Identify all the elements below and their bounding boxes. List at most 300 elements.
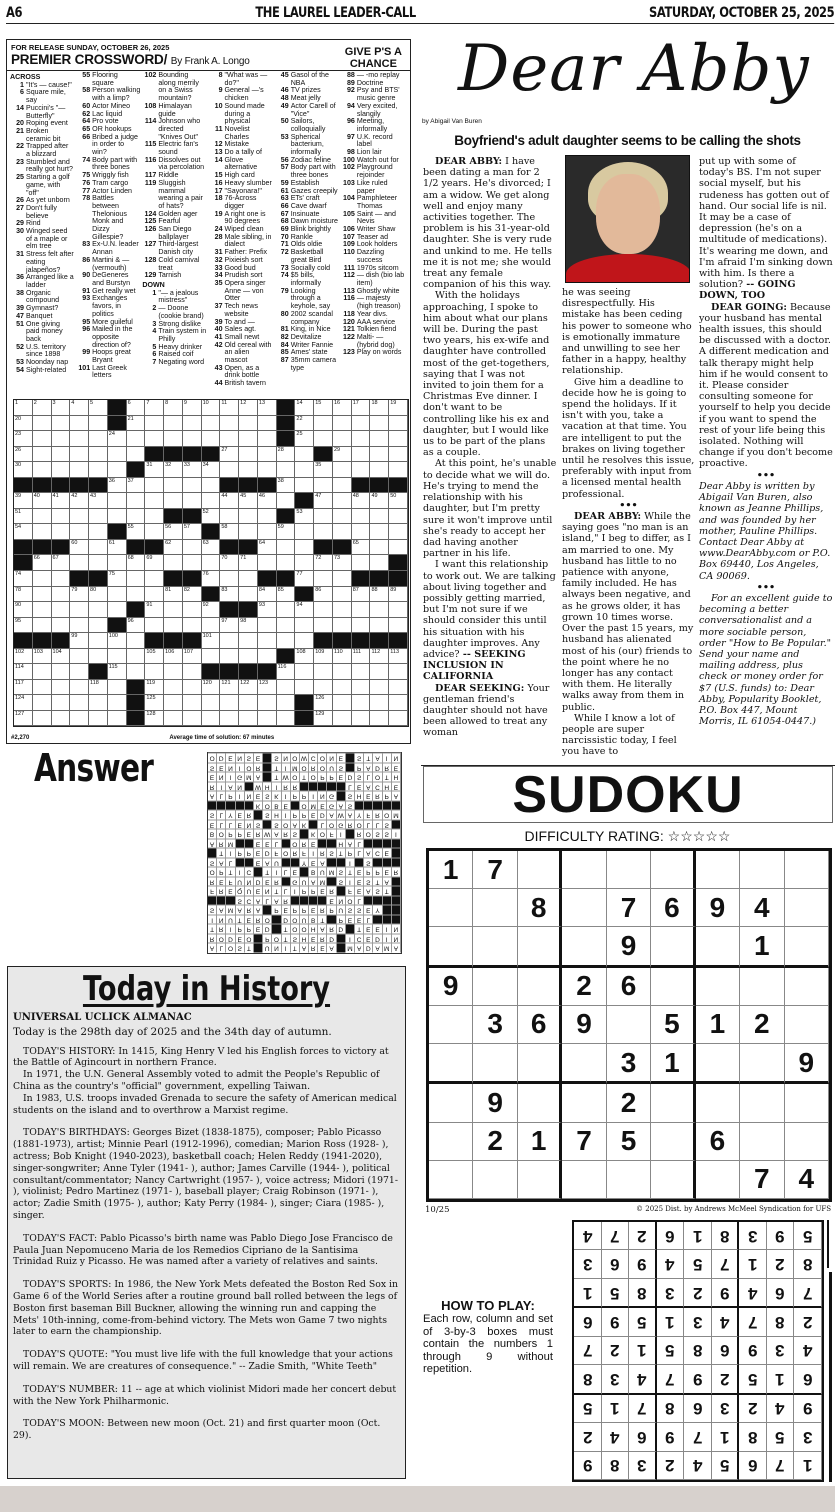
grid-cell[interactable]: [164, 431, 183, 447]
grid-cell[interactable]: [370, 587, 389, 603]
grid-cell[interactable]: [145, 602, 164, 618]
sudoku-cell[interactable]: [651, 968, 695, 1006]
grid-cell[interactable]: [295, 540, 314, 556]
grid-cell[interactable]: [14, 416, 33, 432]
sudoku-cell[interactable]: [562, 927, 606, 967]
grid-cell[interactable]: [258, 524, 277, 540]
grid-cell[interactable]: [202, 571, 221, 587]
grid-cell[interactable]: [333, 555, 352, 571]
grid-cell[interactable]: [239, 493, 258, 509]
grid-cell[interactable]: [370, 555, 389, 571]
grid-cell[interactable]: [352, 649, 371, 665]
grid-cell[interactable]: [89, 680, 108, 696]
grid-cell[interactable]: [352, 680, 371, 696]
grid-cell[interactable]: [70, 664, 89, 680]
grid-cell[interactable]: [70, 680, 89, 696]
grid-cell[interactable]: [33, 695, 52, 711]
grid-cell[interactable]: [52, 602, 71, 618]
sudoku-cell[interactable]: [562, 1161, 606, 1199]
grid-cell[interactable]: [258, 462, 277, 478]
grid-cell[interactable]: [33, 509, 52, 525]
grid-cell[interactable]: [70, 509, 89, 525]
grid-cell[interactable]: [220, 431, 239, 447]
grid-cell[interactable]: [52, 587, 71, 603]
grid-cell[interactable]: [333, 493, 352, 509]
grid-cell[interactable]: [277, 711, 296, 727]
grid-cell[interactable]: [89, 587, 108, 603]
sudoku-cell[interactable]: [607, 851, 651, 889]
grid-cell[interactable]: [164, 555, 183, 571]
grid-cell[interactable]: [220, 509, 239, 525]
grid-cell[interactable]: [295, 524, 314, 540]
grid-cell[interactable]: [108, 695, 127, 711]
grid-cell[interactable]: [239, 524, 258, 540]
grid-cell[interactable]: [370, 431, 389, 447]
grid-cell[interactable]: [295, 478, 314, 494]
grid-cell[interactable]: [108, 555, 127, 571]
grid-cell[interactable]: [164, 602, 183, 618]
grid-cell[interactable]: [277, 478, 296, 494]
grid-cell[interactable]: [277, 587, 296, 603]
sudoku-cell[interactable]: [785, 968, 829, 1006]
grid-cell[interactable]: [258, 695, 277, 711]
grid-cell[interactable]: [333, 509, 352, 525]
grid-cell[interactable]: [164, 416, 183, 432]
grid-cell[interactable]: [220, 633, 239, 649]
grid-cell[interactable]: [220, 587, 239, 603]
sudoku-cell[interactable]: [651, 1161, 695, 1199]
sudoku-cell[interactable]: [473, 1044, 517, 1084]
grid-cell[interactable]: [389, 509, 408, 525]
grid-cell[interactable]: [33, 680, 52, 696]
grid-cell[interactable]: [127, 400, 146, 416]
grid-cell[interactable]: [70, 618, 89, 634]
grid-cell[interactable]: [52, 493, 71, 509]
grid-cell[interactable]: [33, 618, 52, 634]
grid-cell[interactable]: [164, 618, 183, 634]
grid-cell[interactable]: [183, 711, 202, 727]
grid-cell[interactable]: [295, 431, 314, 447]
grid-cell[interactable]: [220, 618, 239, 634]
grid-cell[interactable]: [389, 649, 408, 665]
grid-cell[interactable]: [202, 509, 221, 525]
sudoku-cell[interactable]: [518, 968, 562, 1006]
grid-cell[interactable]: [14, 509, 33, 525]
grid-cell[interactable]: [183, 416, 202, 432]
grid-cell[interactable]: [164, 695, 183, 711]
grid-cell[interactable]: [52, 524, 71, 540]
grid-cell[interactable]: [14, 571, 33, 587]
grid-cell[interactable]: [14, 664, 33, 680]
sudoku-cell[interactable]: [518, 851, 562, 889]
grid-cell[interactable]: [108, 431, 127, 447]
grid-cell[interactable]: [202, 711, 221, 727]
grid-cell[interactable]: [295, 649, 314, 665]
grid-cell[interactable]: [295, 633, 314, 649]
grid-cell[interactable]: [14, 524, 33, 540]
grid-cell[interactable]: [352, 416, 371, 432]
grid-cell[interactable]: [314, 555, 333, 571]
grid-cell[interactable]: [14, 462, 33, 478]
sudoku-grid[interactable]: [426, 848, 832, 1202]
grid-cell[interactable]: [183, 462, 202, 478]
grid-cell[interactable]: [258, 618, 277, 634]
grid-cell[interactable]: [277, 555, 296, 571]
grid-cell[interactable]: [202, 540, 221, 556]
grid-cell[interactable]: [127, 587, 146, 603]
grid-cell[interactable]: [295, 416, 314, 432]
sudoku-cell[interactable]: [740, 1123, 784, 1161]
grid-cell[interactable]: [33, 711, 52, 727]
grid-cell[interactable]: [33, 587, 52, 603]
grid-cell[interactable]: [202, 478, 221, 494]
grid-cell[interactable]: [183, 618, 202, 634]
grid-cell[interactable]: [239, 400, 258, 416]
grid-cell[interactable]: [108, 711, 127, 727]
grid-cell[interactable]: [370, 711, 389, 727]
grid-cell[interactable]: [389, 431, 408, 447]
grid-cell[interactable]: [52, 571, 71, 587]
grid-cell[interactable]: [333, 649, 352, 665]
sudoku-cell[interactable]: [651, 1084, 695, 1122]
grid-cell[interactable]: [164, 462, 183, 478]
grid-cell[interactable]: [108, 680, 127, 696]
sudoku-cell[interactable]: [696, 968, 740, 1006]
grid-cell[interactable]: [352, 400, 371, 416]
sudoku-cell[interactable]: [562, 851, 606, 889]
grid-cell[interactable]: [202, 493, 221, 509]
grid-cell[interactable]: [183, 587, 202, 603]
grid-cell[interactable]: [33, 602, 52, 618]
grid-cell[interactable]: [70, 555, 89, 571]
grid-cell[interactable]: [108, 587, 127, 603]
grid-cell[interactable]: [277, 447, 296, 463]
grid-cell[interactable]: [14, 431, 33, 447]
sudoku-cell[interactable]: [740, 968, 784, 1006]
grid-cell[interactable]: [352, 618, 371, 634]
grid-cell[interactable]: [314, 680, 333, 696]
grid-cell[interactable]: [295, 462, 314, 478]
grid-cell[interactable]: [183, 649, 202, 665]
sudoku-cell[interactable]: [696, 1044, 740, 1084]
sudoku-cell[interactable]: [473, 968, 517, 1006]
grid-cell[interactable]: [352, 711, 371, 727]
grid-cell[interactable]: [145, 462, 164, 478]
grid-cell[interactable]: [239, 633, 258, 649]
grid-cell[interactable]: [33, 416, 52, 432]
grid-cell[interactable]: [108, 540, 127, 556]
grid-cell[interactable]: [14, 400, 33, 416]
sudoku-cell[interactable]: [785, 1084, 829, 1122]
grid-cell[interactable]: [333, 680, 352, 696]
grid-cell[interactable]: [314, 649, 333, 665]
grid-cell[interactable]: [389, 618, 408, 634]
grid-cell[interactable]: [183, 431, 202, 447]
sudoku-cell[interactable]: [429, 1084, 473, 1122]
grid-cell[interactable]: [14, 447, 33, 463]
grid-cell[interactable]: [370, 400, 389, 416]
grid-cell[interactable]: [108, 602, 127, 618]
grid-cell[interactable]: [145, 478, 164, 494]
grid-cell[interactable]: [258, 649, 277, 665]
grid-cell[interactable]: [164, 478, 183, 494]
grid-cell[interactable]: [220, 493, 239, 509]
grid-cell[interactable]: [258, 416, 277, 432]
grid-cell[interactable]: [89, 618, 108, 634]
grid-cell[interactable]: [145, 618, 164, 634]
grid-cell[interactable]: [70, 431, 89, 447]
grid-cell[interactable]: [258, 680, 277, 696]
grid-cell[interactable]: [333, 478, 352, 494]
grid-cell[interactable]: [258, 400, 277, 416]
grid-cell[interactable]: [14, 618, 33, 634]
grid-cell[interactable]: [370, 493, 389, 509]
grid-cell[interactable]: [127, 493, 146, 509]
grid-cell[interactable]: [220, 447, 239, 463]
grid-cell[interactable]: [202, 633, 221, 649]
grid-cell[interactable]: [164, 680, 183, 696]
grid-cell[interactable]: [70, 524, 89, 540]
sudoku-cell[interactable]: [651, 927, 695, 967]
grid-cell[interactable]: [164, 493, 183, 509]
grid-cell[interactable]: [89, 524, 108, 540]
grid-cell[interactable]: [70, 493, 89, 509]
sudoku-cell[interactable]: [785, 851, 829, 889]
grid-cell[interactable]: [352, 447, 371, 463]
grid-cell[interactable]: [389, 493, 408, 509]
grid-cell[interactable]: [370, 509, 389, 525]
grid-cell[interactable]: [370, 618, 389, 634]
grid-cell[interactable]: [352, 587, 371, 603]
grid-cell[interactable]: [220, 649, 239, 665]
grid-cell[interactable]: [239, 695, 258, 711]
grid-cell[interactable]: [33, 664, 52, 680]
grid-cell[interactable]: [89, 447, 108, 463]
grid-cell[interactable]: [314, 618, 333, 634]
grid-cell[interactable]: [389, 416, 408, 432]
grid-cell[interactable]: [258, 633, 277, 649]
sudoku-cell[interactable]: [429, 1006, 473, 1044]
grid-cell[interactable]: [370, 540, 389, 556]
grid-cell[interactable]: [277, 664, 296, 680]
grid-cell[interactable]: [89, 555, 108, 571]
sudoku-cell[interactable]: [429, 889, 473, 927]
grid-cell[interactable]: [295, 447, 314, 463]
grid-cell[interactable]: [220, 680, 239, 696]
grid-cell[interactable]: [89, 602, 108, 618]
grid-cell[interactable]: [127, 571, 146, 587]
grid-cell[interactable]: [202, 400, 221, 416]
grid-cell[interactable]: [52, 649, 71, 665]
grid-cell[interactable]: [14, 680, 33, 696]
grid-cell[interactable]: [33, 462, 52, 478]
grid-cell[interactable]: [220, 462, 239, 478]
sudoku-cell[interactable]: [429, 927, 473, 967]
grid-cell[interactable]: [333, 587, 352, 603]
grid-cell[interactable]: [70, 695, 89, 711]
sudoku-cell[interactable]: [696, 927, 740, 967]
grid-cell[interactable]: [333, 462, 352, 478]
grid-cell[interactable]: [145, 587, 164, 603]
grid-cell[interactable]: [164, 711, 183, 727]
grid-cell[interactable]: [127, 664, 146, 680]
grid-cell[interactable]: [108, 447, 127, 463]
grid-cell[interactable]: [89, 695, 108, 711]
sudoku-cell[interactable]: [785, 889, 829, 927]
grid-cell[interactable]: [33, 649, 52, 665]
grid-cell[interactable]: [314, 602, 333, 618]
grid-cell[interactable]: [70, 447, 89, 463]
grid-cell[interactable]: [33, 400, 52, 416]
grid-cell[interactable]: [145, 649, 164, 665]
grid-cell[interactable]: [239, 416, 258, 432]
grid-cell[interactable]: [352, 524, 371, 540]
grid-cell[interactable]: [202, 602, 221, 618]
grid-cell[interactable]: [239, 711, 258, 727]
grid-cell[interactable]: [33, 524, 52, 540]
grid-cell[interactable]: [70, 711, 89, 727]
grid-cell[interactable]: [220, 571, 239, 587]
sudoku-cell[interactable]: [518, 1084, 562, 1122]
sudoku-cell[interactable]: [429, 1123, 473, 1161]
grid-cell[interactable]: [239, 509, 258, 525]
grid-cell[interactable]: [277, 633, 296, 649]
grid-cell[interactable]: [258, 540, 277, 556]
grid-cell[interactable]: [277, 618, 296, 634]
grid-cell[interactable]: [52, 711, 71, 727]
grid-cell[interactable]: [108, 633, 127, 649]
grid-cell[interactable]: [314, 478, 333, 494]
grid-cell[interactable]: [370, 524, 389, 540]
grid-cell[interactable]: [164, 400, 183, 416]
grid-cell[interactable]: [70, 602, 89, 618]
grid-cell[interactable]: [220, 555, 239, 571]
grid-cell[interactable]: [89, 431, 108, 447]
grid-cell[interactable]: [239, 431, 258, 447]
grid-cell[interactable]: [70, 462, 89, 478]
grid-cell[interactable]: [333, 602, 352, 618]
grid-cell[interactable]: [183, 680, 202, 696]
grid-cell[interactable]: [14, 493, 33, 509]
grid-cell[interactable]: [239, 447, 258, 463]
grid-cell[interactable]: [239, 649, 258, 665]
grid-cell[interactable]: [389, 462, 408, 478]
grid-cell[interactable]: [314, 587, 333, 603]
grid-cell[interactable]: [239, 571, 258, 587]
grid-cell[interactable]: [145, 493, 164, 509]
grid-cell[interactable]: [352, 462, 371, 478]
grid-cell[interactable]: [183, 555, 202, 571]
grid-cell[interactable]: [52, 618, 71, 634]
grid-cell[interactable]: [239, 462, 258, 478]
grid-cell[interactable]: [295, 664, 314, 680]
sudoku-cell[interactable]: [696, 851, 740, 889]
grid-cell[interactable]: [277, 680, 296, 696]
grid-cell[interactable]: [239, 555, 258, 571]
grid-cell[interactable]: [314, 711, 333, 727]
grid-cell[interactable]: [277, 493, 296, 509]
grid-cell[interactable]: [183, 540, 202, 556]
grid-cell[interactable]: [14, 695, 33, 711]
grid-cell[interactable]: [352, 555, 371, 571]
grid-cell[interactable]: [127, 416, 146, 432]
sudoku-cell[interactable]: [473, 889, 517, 927]
grid-cell[interactable]: [183, 602, 202, 618]
grid-cell[interactable]: [202, 462, 221, 478]
grid-cell[interactable]: [314, 571, 333, 587]
grid-cell[interactable]: [89, 493, 108, 509]
grid-cell[interactable]: [52, 416, 71, 432]
grid-cell[interactable]: [220, 400, 239, 416]
sudoku-cell[interactable]: [785, 1123, 829, 1161]
grid-cell[interactable]: [145, 431, 164, 447]
grid-cell[interactable]: [333, 416, 352, 432]
sudoku-cell[interactable]: [473, 927, 517, 967]
grid-cell[interactable]: [352, 431, 371, 447]
grid-cell[interactable]: [89, 416, 108, 432]
grid-cell[interactable]: [108, 493, 127, 509]
grid-cell[interactable]: [389, 400, 408, 416]
grid-cell[interactable]: [202, 431, 221, 447]
grid-cell[interactable]: [333, 571, 352, 587]
grid-cell[interactable]: [145, 664, 164, 680]
sudoku-cell[interactable]: [562, 1084, 606, 1122]
grid-cell[interactable]: [389, 524, 408, 540]
grid-cell[interactable]: [239, 587, 258, 603]
grid-cell[interactable]: [164, 664, 183, 680]
grid-cell[interactable]: [33, 493, 52, 509]
grid-cell[interactable]: [239, 618, 258, 634]
grid-cell[interactable]: [70, 633, 89, 649]
grid-cell[interactable]: [145, 524, 164, 540]
grid-cell[interactable]: [70, 416, 89, 432]
grid-cell[interactable]: [370, 695, 389, 711]
grid-cell[interactable]: [352, 695, 371, 711]
grid-cell[interactable]: [14, 587, 33, 603]
grid-cell[interactable]: [164, 524, 183, 540]
grid-cell[interactable]: [295, 571, 314, 587]
grid-cell[interactable]: [389, 540, 408, 556]
grid-cell[interactable]: [70, 587, 89, 603]
grid-cell[interactable]: [295, 400, 314, 416]
grid-cell[interactable]: [108, 649, 127, 665]
grid-cell[interactable]: [333, 618, 352, 634]
grid-cell[interactable]: [108, 664, 127, 680]
grid-cell[interactable]: [33, 555, 52, 571]
grid-cell[interactable]: [277, 540, 296, 556]
grid-cell[interactable]: [333, 447, 352, 463]
grid-cell[interactable]: [52, 509, 71, 525]
grid-cell[interactable]: [370, 416, 389, 432]
grid-cell[interactable]: [164, 587, 183, 603]
grid-cell[interactable]: [52, 680, 71, 696]
grid-cell[interactable]: [258, 602, 277, 618]
grid-cell[interactable]: [370, 447, 389, 463]
grid-cell[interactable]: [164, 540, 183, 556]
grid-cell[interactable]: [127, 478, 146, 494]
grid-cell[interactable]: [33, 431, 52, 447]
grid-cell[interactable]: [202, 555, 221, 571]
grid-cell[interactable]: [202, 649, 221, 665]
grid-cell[interactable]: [333, 664, 352, 680]
sudoku-cell[interactable]: [562, 889, 606, 927]
grid-cell[interactable]: [108, 462, 127, 478]
sudoku-cell[interactable]: [518, 1044, 562, 1084]
sudoku-cell[interactable]: [429, 1161, 473, 1199]
grid-cell[interactable]: [389, 711, 408, 727]
grid-cell[interactable]: [333, 524, 352, 540]
grid-cell[interactable]: [89, 633, 108, 649]
